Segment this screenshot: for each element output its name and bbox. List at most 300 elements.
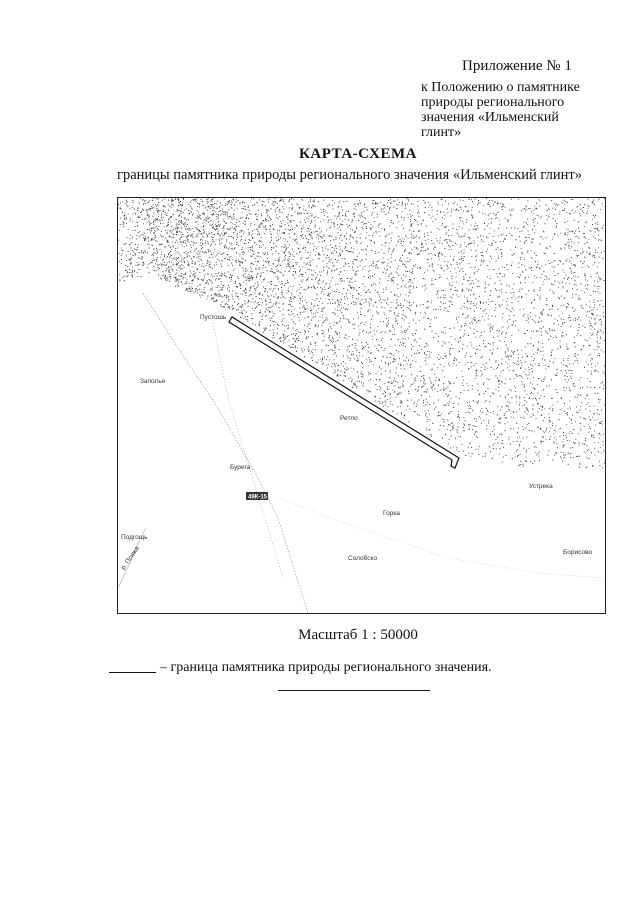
lake-dot: [160, 257, 161, 258]
lake-dot: [307, 308, 308, 309]
lake-dot: [469, 323, 470, 324]
lake-dot: [411, 253, 412, 254]
lake-dot: [529, 268, 530, 269]
lake-dot: [476, 363, 477, 364]
lake-dot: [417, 391, 418, 392]
lake-dot: [407, 214, 408, 215]
lake-dot: [195, 222, 196, 223]
lake-dot: [256, 202, 257, 203]
lake-dot: [180, 266, 181, 267]
lake-dot: [488, 325, 489, 326]
lake-dot: [549, 216, 550, 217]
lake-dot: [226, 241, 227, 242]
lake-dot: [205, 240, 206, 241]
lake-dot: [490, 326, 491, 327]
lake-dot: [572, 415, 573, 416]
lake-dot: [336, 322, 337, 323]
lake-dot: [560, 456, 561, 457]
lake-dot: [232, 299, 233, 300]
lake-dot: [548, 451, 549, 452]
lake-dot: [375, 267, 376, 268]
lake-dot: [273, 247, 274, 248]
lake-dot: [597, 371, 598, 372]
lake-dot: [165, 246, 166, 247]
lake-dot: [543, 441, 544, 442]
lake-dot: [291, 293, 292, 294]
lake-dot: [528, 231, 529, 232]
lake-dot: [509, 370, 510, 371]
lake-dot: [393, 355, 394, 356]
lake-dot: [459, 259, 460, 260]
lake-dot: [296, 236, 297, 237]
lake-dot: [471, 283, 472, 284]
lake-dot: [388, 317, 389, 318]
lake-dot: [132, 267, 133, 268]
lake-dot: [593, 406, 594, 407]
lake-dot: [498, 422, 499, 423]
lake-dot: [425, 384, 426, 385]
lake-dot: [291, 226, 292, 227]
lake-dot: [519, 289, 520, 290]
lake-dot: [473, 294, 474, 295]
lake-dot: [311, 310, 312, 311]
lake-dot: [568, 239, 569, 240]
lake-dot: [242, 217, 243, 218]
lake-dot: [418, 254, 419, 255]
lake-dot: [502, 440, 503, 441]
lake-dot: [382, 394, 383, 395]
lake-dot: [366, 250, 367, 251]
lake-dot: [211, 281, 212, 282]
lake-dot: [484, 223, 485, 224]
lake-dot: [212, 210, 213, 211]
lake-dot: [297, 243, 298, 244]
lake-dot: [337, 365, 338, 366]
lake-dot: [330, 244, 331, 245]
lake-dot: [462, 371, 463, 372]
lake-dot: [595, 324, 596, 325]
lake-dot: [261, 242, 262, 243]
lake-dot: [352, 277, 353, 278]
lake-dot: [440, 309, 441, 310]
lake-dot: [449, 283, 450, 284]
lake-dot: [265, 329, 266, 330]
lake-dot: [267, 295, 268, 296]
lake-dot: [302, 296, 303, 297]
lake-dot: [292, 254, 293, 255]
lake-dot: [507, 298, 508, 299]
lake-dot: [524, 242, 525, 243]
lake-dot: [566, 306, 567, 307]
map-frame: [117, 197, 606, 614]
lake-dot: [540, 395, 541, 396]
lake-dot: [368, 222, 369, 223]
lake-dot: [149, 200, 150, 201]
lake-dot: [523, 316, 524, 317]
lake-dot: [307, 326, 308, 327]
lake-dot: [378, 269, 379, 270]
lake-dot: [592, 334, 593, 335]
lake-dot: [602, 228, 603, 229]
lake-dot: [525, 374, 526, 375]
lake-dot: [567, 415, 568, 416]
lake-dot: [187, 232, 188, 233]
lake-dot: [323, 363, 324, 364]
lake-dot: [485, 282, 486, 283]
lake-dot: [279, 303, 280, 304]
lake-dot: [553, 337, 554, 338]
lake-dot: [396, 320, 397, 321]
lake-dot: [586, 453, 587, 454]
lake-dot: [424, 379, 425, 380]
lake-dot: [147, 215, 148, 216]
lake-dot: [245, 240, 246, 241]
lake-dot: [471, 210, 472, 211]
lake-dot: [326, 230, 327, 231]
lake-dot: [433, 216, 434, 217]
lake-dot: [311, 220, 312, 221]
lake-dot: [429, 396, 430, 397]
lake-dot: [467, 309, 468, 310]
lake-dot: [372, 336, 373, 337]
lake-dot: [476, 223, 477, 224]
lake-dot: [563, 364, 564, 365]
lake-dot: [410, 386, 411, 387]
lake-dot: [432, 265, 433, 266]
lake-dot: [338, 232, 339, 233]
lake-dot: [556, 443, 557, 444]
lake-dot: [134, 270, 135, 271]
lake-dot: [171, 262, 172, 263]
lake-dot: [505, 337, 506, 338]
lake-dot: [212, 237, 213, 238]
lake-dot: [307, 263, 308, 264]
lake-dot: [323, 331, 324, 332]
lake-dot: [369, 362, 370, 363]
lake-dot: [454, 357, 455, 358]
lake-dot: [525, 237, 526, 238]
lake-dot: [567, 440, 568, 441]
lake-dot: [573, 276, 574, 277]
lake-dot: [431, 435, 432, 436]
lake-dot: [445, 308, 446, 309]
lake-dot: [468, 406, 469, 407]
lake-dot: [329, 236, 330, 237]
lake-dot: [302, 280, 303, 281]
lake-dot: [372, 226, 373, 227]
lake-dot: [493, 345, 494, 346]
lake-dot: [288, 335, 289, 336]
lake-dot: [224, 275, 225, 276]
lake-dot: [336, 356, 337, 357]
lake-dot: [216, 294, 217, 295]
lake-dot: [120, 224, 121, 225]
lake-dot: [487, 204, 488, 205]
lake-dot: [283, 296, 284, 297]
lake-dot: [571, 278, 572, 279]
lake-dot: [186, 289, 187, 290]
lake-dot: [169, 266, 170, 267]
lake-dot: [379, 224, 380, 225]
lake-dot: [219, 290, 220, 291]
lake-dot: [310, 323, 311, 324]
lake-dot: [411, 344, 412, 345]
lake-dot: [322, 340, 323, 341]
lake-dot: [163, 236, 164, 237]
lake-dot: [437, 391, 438, 392]
lake-dot: [293, 251, 294, 252]
lake-dot: [360, 265, 361, 266]
lake-dot: [555, 358, 556, 359]
lake-dot: [358, 326, 359, 327]
lake-dot: [416, 248, 417, 249]
lake-dot: [198, 236, 199, 237]
lake-dot: [441, 413, 442, 414]
lake-dot: [292, 295, 293, 296]
lake-dot: [569, 433, 570, 434]
lake-dot: [559, 316, 560, 317]
lake-dot: [130, 208, 131, 209]
lake-dot: [252, 277, 253, 278]
lake-dot: [251, 318, 252, 319]
lake-dot: [505, 356, 506, 357]
lake-dot: [349, 336, 350, 337]
lake-dot: [361, 371, 362, 372]
lake-dot: [304, 325, 305, 326]
lake-dot: [398, 313, 399, 314]
lake-dot: [513, 362, 514, 363]
lake-dot: [293, 286, 294, 287]
lake-dot: [552, 262, 553, 263]
lake-dot: [230, 256, 231, 257]
lake-dot: [263, 272, 264, 273]
lake-dot: [552, 423, 553, 424]
lake-dot: [406, 376, 407, 377]
lake-dot: [279, 260, 280, 261]
lake-dot: [152, 238, 153, 239]
lake-dot: [445, 297, 446, 298]
lake-dot: [302, 200, 303, 201]
lake-dot: [542, 315, 543, 316]
lake-dot: [566, 283, 567, 284]
lake-dot: [216, 228, 217, 229]
lake-dot: [586, 467, 587, 468]
lake-dot: [450, 336, 451, 337]
lake-dot: [439, 229, 440, 230]
lake-dot: [229, 203, 230, 204]
lake-dot: [230, 281, 231, 282]
lake-dot: [277, 298, 278, 299]
lake-dot: [540, 299, 541, 300]
lake-dot: [141, 250, 142, 251]
lake-dot: [581, 402, 582, 403]
lake-dot: [561, 305, 562, 306]
lake-dot: [589, 338, 590, 339]
lake-dot: [463, 211, 464, 212]
lake-dot: [582, 253, 583, 254]
lake-dot: [177, 280, 178, 281]
lake-dot: [406, 409, 407, 410]
lake-dot: [128, 214, 129, 215]
lake-dot: [137, 276, 138, 277]
lake-dot: [355, 275, 356, 276]
lake-dot: [295, 233, 296, 234]
lake-dot: [345, 370, 346, 371]
lake-dot: [221, 281, 222, 282]
lake-dot: [378, 260, 379, 261]
lake-dot: [129, 244, 130, 245]
lake-dot: [317, 231, 318, 232]
lake-dot: [256, 277, 257, 278]
lake-dot: [523, 448, 524, 449]
lake-dot: [426, 364, 427, 365]
lake-dot: [259, 240, 260, 241]
lake-dot: [571, 263, 572, 264]
lake-dot: [552, 306, 553, 307]
lake-dot: [313, 314, 314, 315]
lake-dot: [377, 267, 378, 268]
lake-dot: [509, 310, 510, 311]
lake-dot: [421, 223, 422, 224]
lake-dot: [290, 315, 291, 316]
lake-dot: [293, 333, 294, 334]
lake-dot: [277, 233, 278, 234]
lake-dot: [156, 226, 157, 227]
lake-dot: [407, 307, 408, 308]
lake-dot: [300, 274, 301, 275]
lake-dot: [363, 302, 364, 303]
lake-dot: [599, 353, 600, 354]
lake-dot: [396, 307, 397, 308]
lake-dot: [458, 296, 459, 297]
lake-dot: [481, 376, 482, 377]
lake-dot: [412, 249, 413, 250]
lake-dot: [585, 222, 586, 223]
lake-dot: [157, 230, 158, 231]
lake-dot: [280, 311, 281, 312]
lake-dot: [494, 426, 495, 427]
lake-dot: [339, 227, 340, 228]
lake-dot: [547, 333, 548, 334]
lake-dot: [570, 431, 571, 432]
lake-dot: [595, 425, 596, 426]
lake-dot: [507, 367, 508, 368]
lake-dot: [362, 348, 363, 349]
lake-dot: [374, 217, 375, 218]
lake-dot: [207, 299, 208, 300]
lake-dot: [328, 364, 329, 365]
lake-dot: [153, 207, 154, 208]
lake-dot: [305, 300, 306, 301]
lake-dot: [310, 308, 311, 309]
lake-dot: [592, 417, 593, 418]
lake-dot: [489, 359, 490, 360]
lake-dot: [132, 274, 133, 275]
lake-dot: [400, 386, 401, 387]
lake-dot: [537, 411, 538, 412]
lake-dot: [177, 251, 178, 252]
lake-dot: [323, 220, 324, 221]
lake-dot: [171, 203, 172, 204]
lake-dot: [339, 321, 340, 322]
lake-dot: [212, 277, 213, 278]
lake-dot: [599, 262, 600, 263]
lake-dot: [404, 239, 405, 240]
lake-dot: [163, 211, 164, 212]
lake-dot: [291, 347, 292, 348]
lake-dot: [250, 288, 251, 289]
lake-dot: [490, 327, 491, 328]
lake-dot: [188, 228, 189, 229]
lake-dot: [490, 301, 491, 302]
lake-dot: [496, 389, 497, 390]
lake-dot: [574, 220, 575, 221]
lake-dot: [193, 213, 194, 214]
lake-dot: [391, 240, 392, 241]
lake-dot: [564, 204, 565, 205]
lake-dot: [363, 367, 364, 368]
lake-dot: [262, 295, 263, 296]
lake-dot: [539, 328, 540, 329]
lake-dot: [396, 295, 397, 296]
lake-dot: [531, 250, 532, 251]
appendix-line-2: природы регионального: [421, 95, 565, 110]
lake-dot: [163, 209, 164, 210]
lake-dot: [176, 253, 177, 254]
lake-dot: [543, 351, 544, 352]
lake-dot: [423, 251, 424, 252]
lake-dot: [192, 234, 193, 235]
lake-dot: [143, 253, 144, 254]
lake-dot: [452, 282, 453, 283]
lake-dot: [512, 273, 513, 274]
lake-dot: [453, 425, 454, 426]
lake-dot: [334, 203, 335, 204]
lake-dot: [488, 315, 489, 316]
lake-dot: [544, 279, 545, 280]
lake-dot: [221, 275, 222, 276]
lake-dot: [284, 203, 285, 204]
lake-dot: [490, 412, 491, 413]
lake-dot: [379, 300, 380, 301]
lake-dot: [172, 204, 173, 205]
lake-dot: [515, 457, 516, 458]
lake-dot: [561, 397, 562, 398]
lake-dot: [269, 302, 270, 303]
lake-dot: [280, 297, 281, 298]
lake-dot: [570, 390, 571, 391]
lake-dot: [283, 209, 284, 210]
lake-dot: [601, 325, 602, 326]
lake-dot: [420, 338, 421, 339]
lake-dot: [292, 338, 293, 339]
lake-dot: [567, 366, 568, 367]
lake-dot: [585, 339, 586, 340]
lake-dot: [483, 364, 484, 365]
lake-dot: [563, 358, 564, 359]
lake-dot: [604, 366, 605, 367]
lake-dot: [199, 258, 200, 259]
lake-dot: [179, 268, 180, 269]
lake-dot: [323, 270, 324, 271]
lake-dot: [537, 223, 538, 224]
lake-dot: [504, 341, 505, 342]
lake-dot: [499, 375, 500, 376]
lake-dot: [594, 307, 595, 308]
lake-dot: [337, 268, 338, 269]
lake-dot: [190, 251, 191, 252]
lake-dot: [444, 261, 445, 262]
